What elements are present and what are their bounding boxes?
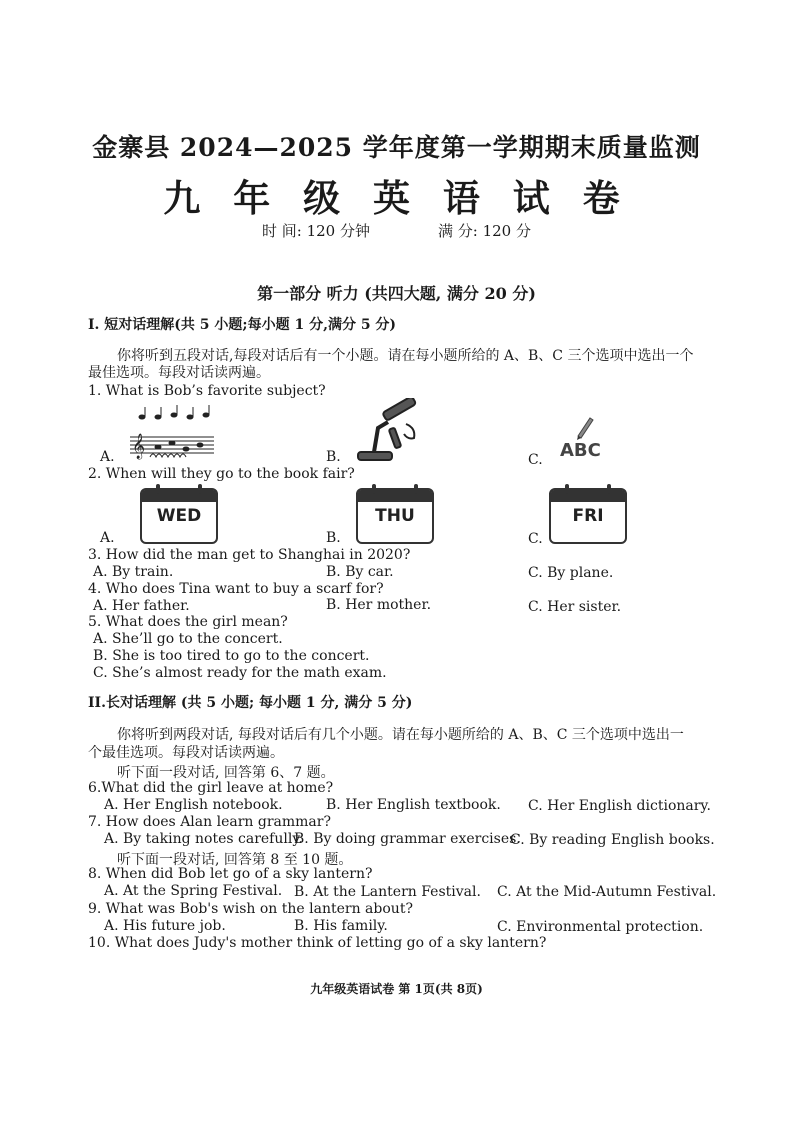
question-8: 8. When did Bob let go of a sky lantern? [88, 866, 373, 882]
q7-option-b: B. By doing grammar exercises. [294, 831, 521, 847]
q3-option-c: C. By plane. [528, 565, 614, 581]
q5-option-c: C. She’s almost ready for the math exam. [93, 665, 387, 681]
dialogue-two-note: 听下面一段对话, 回答第 8 至 10 题。 [117, 852, 353, 868]
q7-option-c: C. By reading English books. [510, 832, 715, 848]
q1-option-a-label: A. [100, 449, 115, 465]
question-1: 1. What is Bob’s favorite subject? [88, 383, 326, 399]
q6-option-a: A. Her English notebook. [104, 797, 283, 813]
q1-option-c-label: C. [528, 452, 543, 468]
q8-option-a: A. At the Spring Festival. [104, 883, 283, 899]
calendar-thu-icon: THU [356, 488, 434, 544]
pencil-icon [574, 414, 594, 440]
svg-text:𝄞: 𝄞 [132, 434, 146, 459]
exam-header-title: 金寨县 2024—2025 学年度第一学期期末质量监测 [92, 133, 701, 162]
q1-option-b-label: B. [326, 449, 341, 465]
section-one-instruction-line1: 你将听到五段对话,每段对话后有一个小题。请在每小题所给的 A、B、C 三个选项中选出一个 [117, 348, 694, 364]
music-notes-icon [128, 405, 216, 463]
exam-full-score: 满 分: 120 分 [438, 222, 531, 240]
q8-option-b: B. At the Lantern Festival. [294, 884, 481, 900]
question-6: 6.What did the girl leave at home? [88, 780, 334, 796]
page-footer: 九年级英语试卷 第 1页(共 8页) [310, 982, 483, 996]
question-10: 10. What does Judy's mother think of letting go of a sky lantern? [88, 935, 547, 951]
question-5: 5. What does the girl mean? [88, 614, 288, 630]
question-9: 9. What was Bob's wish on the lantern about? [88, 901, 413, 917]
q5-option-b: B. She is too tired to go to the concert. [93, 648, 370, 664]
section-one-heading: Ⅰ. 短对话理解(共 5 小题;每小题 1 分,满分 5 分) [88, 317, 397, 333]
q4-option-b: B. Her mother. [326, 597, 432, 613]
calendar-wed-icon: WED [140, 488, 218, 544]
q4-option-c: C. Her sister. [528, 599, 622, 615]
exam-time: 时 间: 120 分钟 [262, 222, 370, 240]
q9-option-b: B. His family. [294, 918, 388, 934]
q6-option-b: B. Her English textbook. [326, 797, 501, 813]
question-2: 2. When will they go to the book fair? [88, 466, 355, 482]
abc-letters-icon: ABC [560, 440, 601, 461]
q5-option-a: A. She’ll go to the concert. [93, 631, 283, 647]
section-one-instruction-line2: 最佳选项。每段对话读两遍。 [88, 365, 270, 381]
q2-option-b-label: B. [326, 530, 341, 546]
exam-subject-title: 九 年 级 英 语 试 卷 [163, 176, 630, 220]
section-two-instruction-line2: 个最佳选项。每段对话读两遍。 [88, 745, 284, 761]
part-one-heading: 第一部分 听力 (共四大题, 满分 20 分) [257, 284, 536, 303]
q4-option-a: A. Her father. [93, 598, 190, 614]
q7-option-a: A. By taking notes carefully. [104, 831, 303, 847]
q3-option-b: B. By car. [326, 564, 394, 580]
microscope-icon [352, 398, 424, 464]
dialogue-one-note: 听下面一段对话, 回答第 6、7 题。 [117, 765, 335, 781]
q6-option-c: C. Her English dictionary. [528, 798, 711, 814]
question-3: 3. How did the man get to Shanghai in 2020? [88, 547, 411, 563]
q2-option-a-label: A. [100, 530, 115, 546]
q9-option-c: C. Environmental protection. [497, 919, 704, 935]
q8-option-c: C. At the Mid-Autumn Festival. [497, 884, 717, 900]
section-two-heading: II.长对话理解 (共 5 小题; 每小题 1 分, 满分 5 分) [88, 695, 413, 711]
q9-option-a: A. His future job. [104, 918, 226, 934]
calendar-fri-icon: FRI [549, 488, 627, 544]
question-7: 7. How does Alan learn grammar? [88, 814, 331, 830]
q3-option-a: A. By train. [93, 564, 174, 580]
section-two-instruction-line1: 你将听到两段对话, 每段对话后有几个小题。请在每小题所给的 A、B、C 三个选项中选出一 [117, 727, 684, 743]
question-4: 4. Who does Tina want to buy a scarf for? [88, 581, 384, 597]
q2-option-c-label: C. [528, 531, 543, 547]
